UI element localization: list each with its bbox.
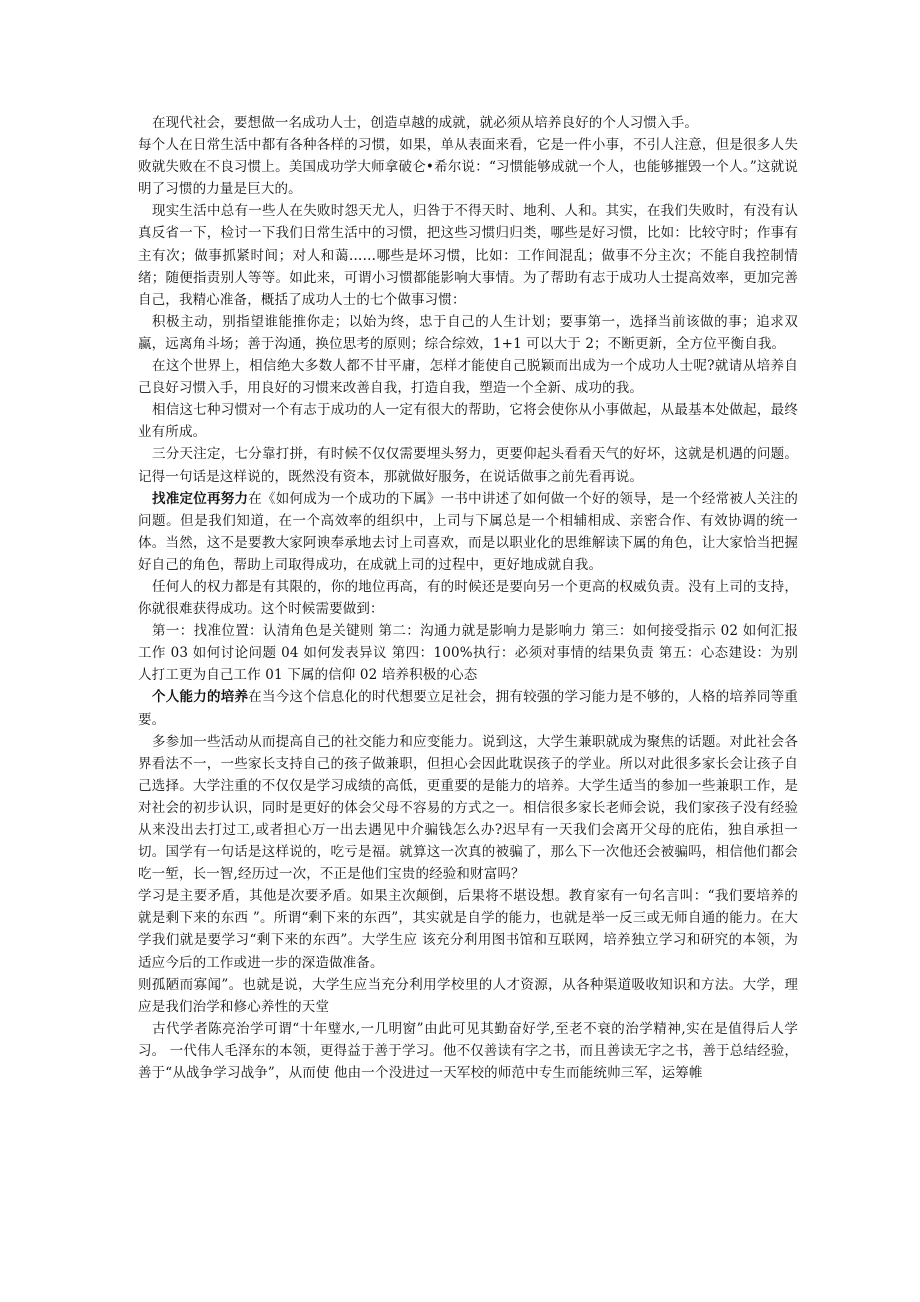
- paragraph-14: [138, 974, 798, 1018]
- paragraph-text: 多参加一些活动从而提高自己的社交能力和应变能力。说到这，大学生兼职就成为聚焦的话题。对此社会各界看法不一，一些家长支持自己的孩子做兼职，但担心会因此耽误孩子的学业。所以对此很多家长会让孩子自己选择。大学注重的不仅仅是学习成绩的高低，更重要的是能力的培养。大学生适当的参加一些兼职工作，是对社会的初步认识，同时是更好的体会父母不容易的方式之一。相信很多家长老师会说，我们家孩子没有经验从来没出去打过工,或者担心万一出去遇见中介骗钱怎么办?迟早有一天我们会离开父母的庇佑，独自承担一切。国学有一句话是这样说的，吃亏是福。就算这一次真的被骗了，那么下一次他还会被骗吗，相信他们都会吃一堑，长一智,经历过一次，不正是他们宝贵的经验和财富吗？: [138, 733, 798, 883]
- paragraph-1: [138, 112, 798, 134]
- paragraph-3: [138, 200, 798, 310]
- paragraph-text: 在当今这个信息化的时代想要立足社会，拥有较强的学习能力是不够的，人格的培养同等重要。: [138, 689, 798, 728]
- paragraph-text: 三分天注定，七分靠打拼，有时候不仅仅需要埋头努力，更要仰起头看看天气的好坏，这就是机遇的问题。记得一句话是这样说的，既然没有资本，那就做好服务，在说话做事之前先看再说。: [138, 446, 798, 485]
- paragraph-text: 在《如何成为一个成功的下属》一书中讲述了如何做一个好的领导，是一个经常被人关注的问题。但是我们知道，在一个高效率的组织中，上司与下属总是一个相辅相成、亲密合作、有效协调的统一体。当然，这不是要教大家阿谀奉承地去讨上司喜欢，而是以职业化的思维解读下属的角色，让大家恰当把握好自己的角色，帮助上司取得成功，在成就上司的过程中，更好地成就自我。: [138, 490, 798, 573]
- paragraph-6: [138, 399, 798, 443]
- paragraph-13: [138, 885, 798, 973]
- section-heading: 个人能力的培养: [152, 689, 249, 706]
- paragraph-10: [138, 620, 798, 686]
- paragraph-15: [138, 1018, 798, 1084]
- paragraph-text: 相信这七种习惯对一个有志于成功的人一定有很大的帮助，它将会使你从小事做起，从最基本处做起，最终业有所成。: [138, 402, 798, 441]
- paragraph-text: 学习是主要矛盾，其他是次要矛盾。如果主次颠倒，后果将不堪设想。教育家有一句名言叫：“我们要培养的就是剩下来的东西 ”。所谓“剩下来的东西”，其实就是自学的能力，也就是举一反三或无师自通的能力。在大学我们就是要学习“剩下来的东西”。大学生应 该充分利用图书馆和互联网，培养独立学习和研究的本领，为适应今后的工作或进一步的深造做准备。: [138, 888, 798, 971]
- paragraph-5: [138, 355, 798, 399]
- section-heading: 找准定位再努力: [152, 490, 249, 507]
- article-body: [138, 112, 798, 1084]
- paragraph-4: [138, 311, 798, 355]
- paragraph-11: [138, 686, 798, 730]
- paragraph-text: 任何人的权力都是有其限的，你的地位再高，有的时候还是要向另一个更高的权威负责。没有上司的支持，你就很难获得成功。这个时候需要做到：: [138, 578, 798, 618]
- paragraph-text: 则孤陋而寡闻”。也就是说，大学生应当充分利用学校里的人才资源，从各种渠道吸收知识和方法。大学，理应是我们治学和修心养性的天堂: [138, 976, 798, 1015]
- paragraph-text: 第一：找准位置：认清角色是关键则 第二：沟通力就是影响力是影响力 第三：如何接受指示 02 如何汇报工作 03 如何讨论问题 04 如何发表异议 第四：100%执行：必须对事情的结果负责 第五：心态建设：为别人打工更为自己工作 01 下属的信仰 02 培养积极的心态: [138, 623, 798, 684]
- paragraph-7: [138, 443, 798, 487]
- paragraph-8: [138, 488, 798, 576]
- paragraph-text: 在这个世界上，相信绝大多数人都不甘平庸，怎样才能使自己脱颖而出成为一个成功人士呢?就请从培养自己良好习惯入手，用良好的习惯来改善自我，打造自我，塑造一个全新、成功的我。: [138, 358, 798, 397]
- paragraph-text: 积极主动，别指望谁能推你走；以始为终，忠于自己的人生计划；要事第一，选择当前该做的事；追求双赢，远离角斗场；善于沟通，换位思考的原则；综合综效，1+1 可以大于 2；不断更新，全方位平衡自我。: [138, 313, 798, 352]
- paragraph-9: [138, 576, 798, 620]
- paragraph-2: [138, 134, 798, 200]
- paragraph-text: 古代学者陈亮治学可谓“十年璧水,一几明窗”由此可见其勤奋好学,至老不衰的治学精神,实在是值得后人学习。 一代伟人毛泽东的本领，更得益于善于学习。他不仅善读有字之书，而且善读无字之书，善于总结经验，善于“从战争学习战争”，从而使 他由一个没进过一天军校的师范中专生而能统帅三军，运筹帷: [138, 1020, 798, 1082]
- paragraph-text: 每个人在日常生活中都有各种各样的习惯，如果，单从表面来看，它是一件小事，不引人注意，但是很多人失败就失败在不良习惯上。美国成功学大师拿破仑•希尔说：“习惯能够成就一个人，也能够摧毁一个人。”这就说明了习惯的力量是巨大的。: [138, 137, 798, 198]
- paragraph-text: 现实生活中总有一些人在失败时怨天尤人，归咎于不得天时、地利、人和。其实，在我们失败时，有没有认真反省一下，检讨一下我们日常生活中的习惯，把这些习惯归归类，哪些是好习惯，比如：比较守时；作事有主有次；做事抓紧时间；对人和蔼……哪些是坏习惯，比如：工作间混乱；做事不分主次；不能自我控制情绪；随便指责别人等等。如此来，可谓小习惯都能影响大事情。为了帮助有志于成功人士提高效率，更加完善自己，我精心准备，概括了成功人士的七个做事习惯：: [138, 203, 798, 308]
- paragraph-text: 在现代社会，要想做一名成功人士，创造卓越的成就，就必须从培养良好的个人习惯入手。: [152, 115, 698, 131]
- paragraph-12: [138, 731, 798, 886]
